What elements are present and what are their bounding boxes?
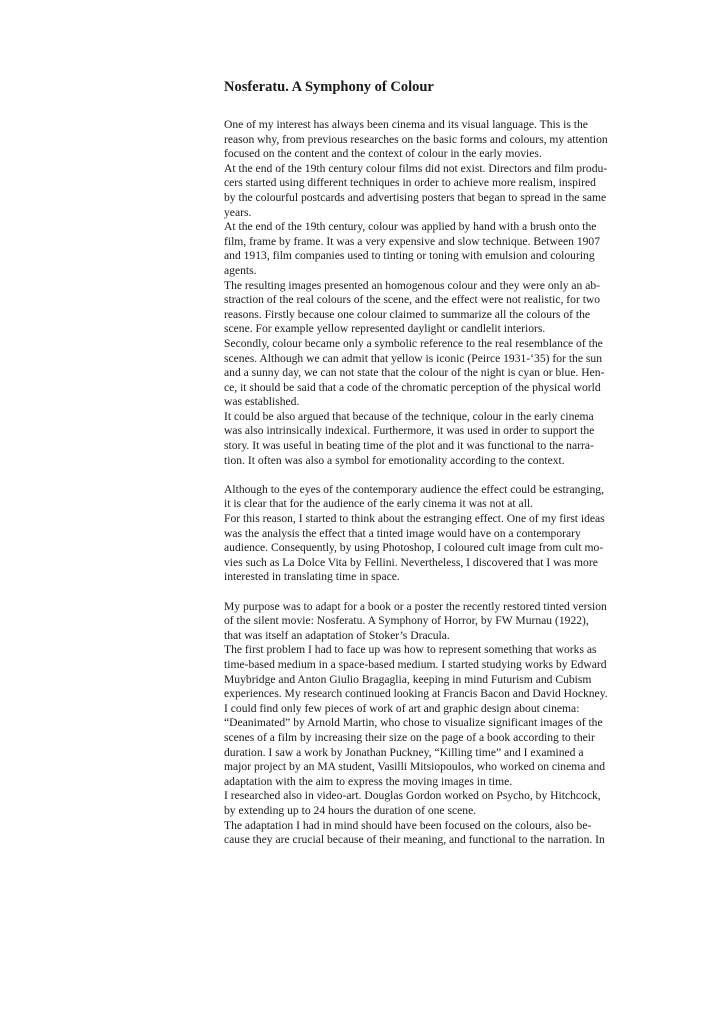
text-line: cause they are crucial because of their meaning, and functional to the narration. In bbox=[224, 833, 605, 847]
text-line: by extending up to 24 hours the duration of one scene. bbox=[224, 803, 477, 817]
text-line: I could find only few pieces of work of art and graphic design about cinema: bbox=[224, 701, 580, 715]
text-line: was the analysis the effect that a tinted image would have on a contemporary bbox=[224, 526, 581, 540]
text-line: straction of the real colours of the scene, and the effect were not realistic, for two bbox=[224, 293, 601, 307]
text-line: reason why, from previous researches on the basic forms and colours, my attention bbox=[224, 132, 608, 146]
text-line: it is clear that for the audience of the early cinema it was not at all. bbox=[224, 497, 534, 511]
text-line: interested in translating time in space. bbox=[224, 570, 400, 584]
text-line: The first problem I had to face up was how to represent something that works as bbox=[224, 643, 597, 657]
text-line: It could be also argued that because of the technique, colour in the early cinema bbox=[224, 409, 594, 423]
text-line: For this reason, I started to think about the estranging effect. One of my first ideas bbox=[224, 512, 605, 526]
document-text bbox=[224, 118, 634, 848]
document-title: Nosferatu. A Symphony of Colour bbox=[224, 79, 434, 95]
text-line: At the end of the 19th century, colour was applied by hand with a brush onto the bbox=[224, 220, 597, 234]
text-line: years. bbox=[224, 205, 252, 219]
text-line: The adaptation I had in mind should have been focused on the colours, also be- bbox=[224, 818, 592, 832]
text-line: Secondly, colour became only a symbolic reference to the real resemblance of the bbox=[224, 336, 603, 350]
text-line: was established. bbox=[224, 395, 300, 409]
text-line: by the colourful postcards and advertising posters that began to spread in the same bbox=[224, 190, 607, 204]
text-line: scenes. Although we can admit that yellow is iconic (Peirce 1931-‘35) for the sun bbox=[224, 351, 602, 365]
text-line: At the end of the 19th century colour films did not exist. Directors and film produ- bbox=[224, 161, 608, 175]
paragraph-gap bbox=[224, 468, 634, 483]
text-line: and 1913, film companies used to tinting or toning with emulsion and colouring bbox=[224, 249, 595, 263]
text-line: audience. Consequently, by using Photoshop, I coloured cult image from cult mo- bbox=[224, 541, 604, 555]
text-line: major project by an MA student, Vasilli Mitsiopoulos, who worked on cinema and bbox=[224, 760, 606, 774]
text-line: The resulting images presented an homogenous colour and they were only an ab- bbox=[224, 278, 601, 292]
text-line: agents. bbox=[224, 263, 257, 277]
text-line: adaptation with the aim to express the moving images in time. bbox=[224, 774, 513, 788]
paragraph-gap bbox=[224, 585, 634, 600]
text-line: “Deanimated” by Arnold Martin, who chose to visualize significant images of the bbox=[224, 716, 603, 730]
text-line: My purpose was to adapt for a book or a poster the recently restored tinted version bbox=[224, 599, 607, 613]
text-line: tion. It often was also a symbol for emotionality according to the context. bbox=[224, 453, 565, 467]
text-line: cers started using different techniques in order to achieve more realism, inspired bbox=[224, 176, 596, 190]
text-line: duration. I saw a work by Jonathan Puckney, “Killing time” and I examined a bbox=[224, 745, 584, 759]
text-line: of the silent movie: Nosferatu. A Symphony of Horror, by FW Murnau (1922), bbox=[224, 614, 589, 628]
text-line: that was itself an adaptation of Stoker’s Dracula. bbox=[224, 628, 450, 642]
text-line: scenes of a film by increasing their size on the page of a book according to their bbox=[224, 730, 595, 744]
text-line: film, frame by frame. It was a very expensive and slow technique. Between 1907 bbox=[224, 234, 601, 248]
text-line: was also intrinsically indexical. Furthermore, it was used in order to support the bbox=[224, 424, 595, 438]
text-line: I researched also in video-art. Douglas Gordon worked on Psycho, by Hitchcock, bbox=[224, 789, 601, 803]
text-line: Muybridge and Anton Giulio Bragaglia, keeping in mind Futurism and Cubism bbox=[224, 672, 592, 686]
text-line: story. It was useful in beating time of the plot and it was functional to the narra- bbox=[224, 439, 594, 453]
text-line: vies such as La Dolce Vita by Fellini. Nevertheless, I discovered that I was more bbox=[224, 555, 598, 569]
text-line: and a sunny day, we can not state that the colour of the night is cyan or blue. Hen- bbox=[224, 366, 605, 380]
text-line: ce, it should be said that a code of the chromatic perception of the physical world bbox=[224, 380, 601, 394]
document-body bbox=[224, 78, 634, 848]
text-line: reasons. Firstly because one colour claimed to summarize all the colours of the bbox=[224, 307, 591, 321]
text-line: time-based medium in a space-based medium. I started studying works by Edward bbox=[224, 657, 607, 671]
text-line: Although to the eyes of the contemporary audience the effect could be estranging, bbox=[224, 482, 604, 496]
text-line: scene. For example yellow represented daylight or candlelit interiors. bbox=[224, 322, 546, 336]
text-line: One of my interest has always been cinema and its visual language. This is the bbox=[224, 118, 588, 131]
text-line: experiences. My research continued looking at Francis Bacon and David Hockney. bbox=[224, 687, 608, 701]
text-line: focused on the content and the context of colour in the early movies. bbox=[224, 147, 542, 161]
